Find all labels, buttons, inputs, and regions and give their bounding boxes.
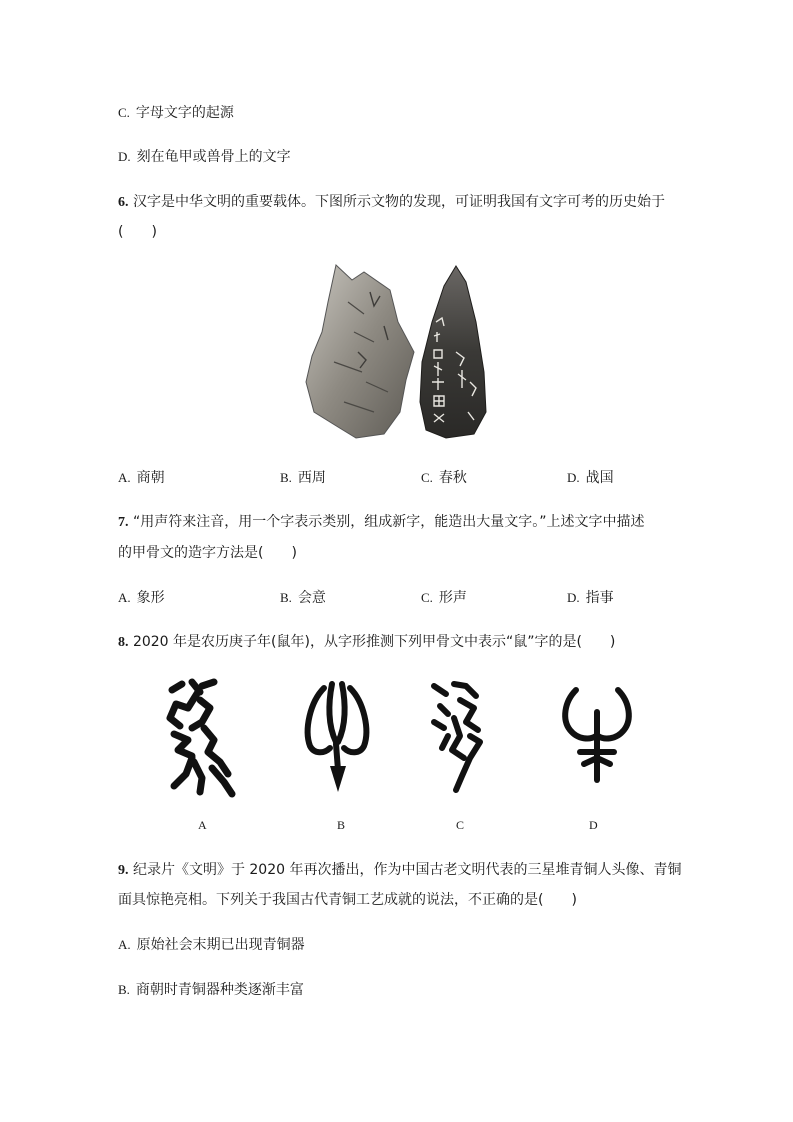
question-number: 8.: [118, 635, 129, 650]
q6-stem-line2: ( ): [118, 224, 157, 240]
question-number: 7.: [118, 515, 129, 530]
question-number: 6.: [118, 195, 129, 210]
q6-option-c: [421, 468, 467, 488]
oracle-bone-photo: [304, 262, 492, 440]
option-letter: C.: [421, 470, 433, 485]
q6-option-a: [118, 468, 165, 488]
glyph-label-d: D: [589, 818, 598, 832]
option-text: 春秋: [438, 470, 467, 486]
option-text: 刻在龟甲或兽骨上的文字: [136, 149, 291, 165]
q6-option-d: [567, 468, 614, 488]
oracle-glyph-a: [158, 678, 238, 798]
question-number: 9.: [118, 863, 129, 878]
option-text: 原始社会末期已出现青铜器: [136, 937, 305, 953]
option-letter: D.: [567, 470, 580, 485]
question-stem: 纪录片《文明》于 2020 年再次播出，作为中国古老文明代表的三星堆青铜人头像、青铜: [132, 862, 682, 878]
oracle-glyph-b: [298, 678, 378, 798]
option-letter: D.: [567, 590, 580, 605]
option-letter: A.: [118, 590, 131, 605]
option-text: 商朝时青铜器种类逐渐丰富: [135, 982, 304, 998]
glyph-label-b: B: [337, 818, 346, 832]
option-text: 会意: [297, 590, 326, 606]
q8-stem: [118, 632, 615, 653]
option-text: 指事: [585, 590, 614, 606]
option-letter: A.: [118, 470, 131, 485]
option-text: 象形: [136, 590, 165, 606]
q6-stem-line1: [118, 192, 665, 213]
question-stem: 2020 年是农历庚子年(鼠年)，从字形推测下列甲骨文中表示“鼠”字的是( ): [132, 634, 616, 650]
glyph-label-a: A: [198, 818, 207, 832]
q7-option-a: [118, 588, 165, 608]
q7-stem-line1: [118, 512, 644, 533]
glyph-label-c: C: [456, 818, 465, 832]
oracle-glyph-d: [556, 678, 636, 798]
q7-option-d: [567, 588, 614, 608]
option-text: 字母文字的起源: [135, 105, 234, 121]
oracle-glyph-c: [420, 678, 500, 798]
option-letter: A.: [118, 937, 131, 952]
option-letter: B.: [118, 982, 130, 997]
q6-option-b: [280, 468, 326, 488]
q7-option-b: [280, 588, 326, 608]
q9-option-b: [118, 980, 304, 1000]
option-letter: B.: [280, 470, 292, 485]
option-letter: D.: [118, 149, 131, 164]
q5-option-d: [118, 147, 291, 167]
option-letter: B.: [280, 590, 292, 605]
q9-stem-line1: [118, 860, 681, 881]
option-letter: C.: [421, 590, 433, 605]
option-text: 商朝: [136, 470, 165, 486]
q5-option-c: [118, 103, 234, 123]
question-stem: 汉字是中华文明的重要载体。下图所示文物的发现，可证明我国有文字可考的历史始于: [132, 194, 665, 210]
q7-option-c: [421, 588, 467, 608]
q9-stem-line2: 面具惊艳亮相。下列关于我国古代青铜工艺成就的说法，不正确的是( ): [118, 892, 577, 908]
option-text: 战国: [585, 470, 614, 486]
option-letter: C.: [118, 105, 130, 120]
q9-option-a: [118, 935, 305, 955]
q7-stem-line2: 的甲骨文的造字方法是( ): [118, 545, 297, 561]
option-text: 西周: [297, 470, 326, 486]
question-stem: “用声符来注音，用一个字表示类别，组成新字，能造出大量文字。”上述文字中描述: [132, 514, 645, 530]
option-text: 形声: [438, 590, 467, 606]
